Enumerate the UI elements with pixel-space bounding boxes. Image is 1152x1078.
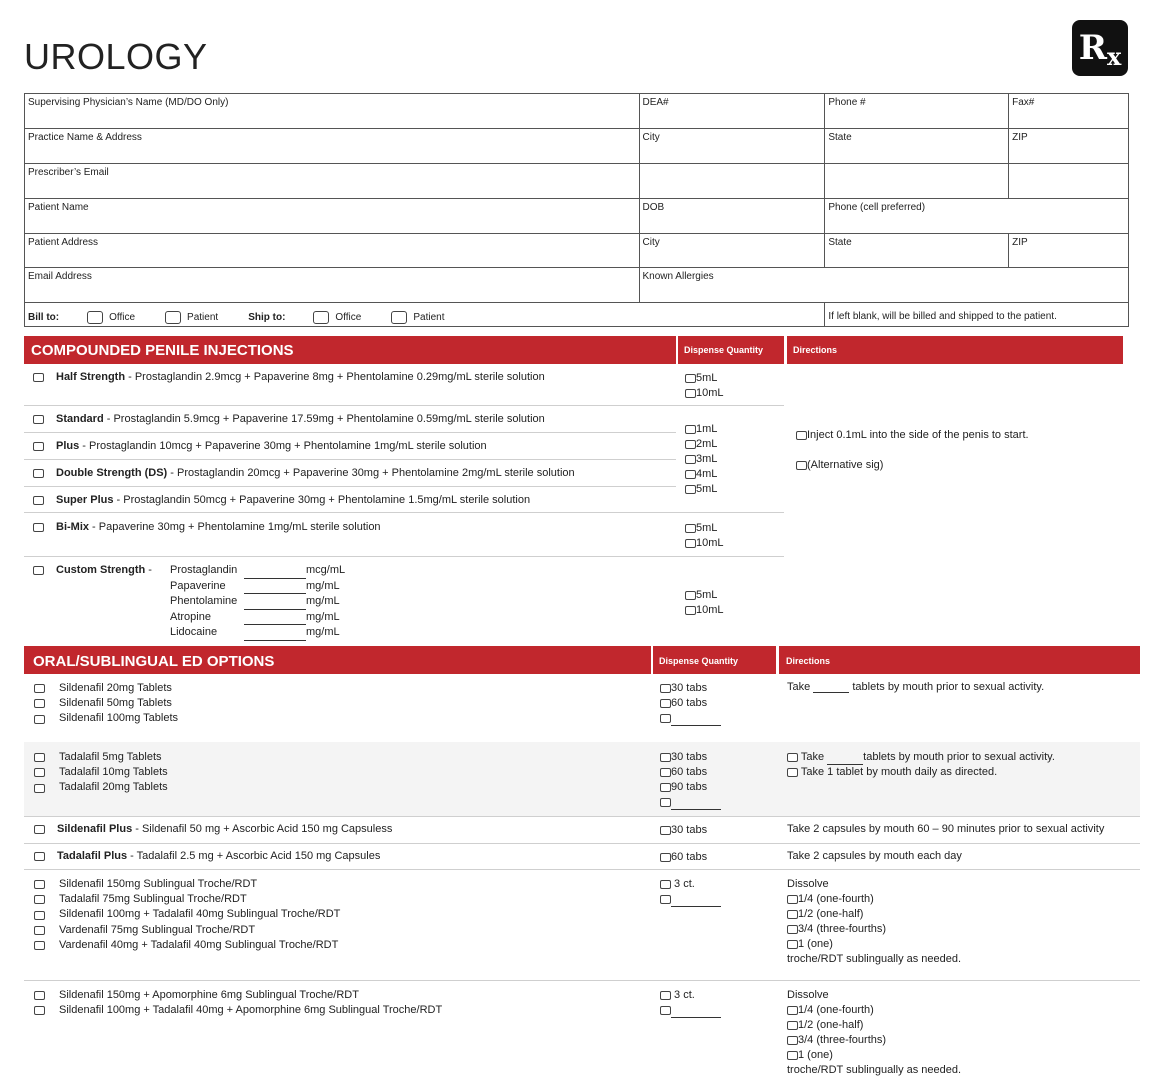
- dob-field[interactable]: DOB: [639, 199, 825, 234]
- qty-custom-checkbox[interactable]: [660, 1006, 671, 1015]
- item-label: Sildenafil 100mg + Tadalafil 40mg + Apomorphine 6mg Sublingual Troche/RDT: [59, 1004, 443, 1017]
- oral-dir-col-label: Directions: [786, 656, 831, 666]
- qty-custom-checkbox[interactable]: [660, 714, 671, 723]
- phentolamine-input[interactable]: [244, 594, 306, 610]
- qty-30-tabs-checkbox[interactable]: [660, 684, 671, 693]
- direction-text: Inject 0.1mL into the side of the penis to start.: [807, 429, 1029, 441]
- item-name: Plus: [56, 440, 80, 452]
- qty-custom-input[interactable]: [671, 895, 721, 907]
- custom-unit: mg/mL: [306, 579, 340, 592]
- practice-state-field[interactable]: State: [825, 129, 1009, 164]
- tadalafil-tablets-direction: [787, 750, 1055, 780]
- dose-label: 1/2 (one-half): [798, 908, 864, 920]
- direction-text: Take: [787, 681, 814, 693]
- sildenafil-plus-direction: Take 2 capsules by mouth 60 – 90 minutes prior to sexual activity: [787, 823, 1105, 835]
- ship-office-checkbox[interactable]: [313, 311, 329, 324]
- plus-checkbox[interactable]: [33, 442, 44, 451]
- direction-text: troche/RDT sublingually as needed.: [787, 953, 962, 965]
- troche-5-checkbox[interactable]: [34, 941, 45, 950]
- qty-label: 5mL: [696, 522, 718, 534]
- dose-one-checkbox[interactable]: [787, 940, 798, 949]
- qty-2ml-checkbox[interactable]: [685, 440, 696, 449]
- tadalafil-5-checkbox[interactable]: [34, 753, 45, 762]
- qty-label: 3 ct.: [671, 989, 695, 1001]
- bi-mix-checkbox[interactable]: [33, 523, 44, 532]
- qty-custom-input[interactable]: [671, 714, 721, 726]
- qty-label: 30 tabs: [671, 824, 708, 836]
- item-label: Vardenafil 75mg Sublingual Troche/RDT: [59, 923, 256, 936]
- apomorphine-qty: [660, 988, 721, 1018]
- item-desc: - Prostaglandin 50mcg + Papaverine 30mg + Phentolamine 1.5mg/mL sterile solution: [113, 494, 531, 506]
- qty-60-tabs-checkbox[interactable]: [660, 853, 671, 862]
- qty-90-tabs-checkbox[interactable]: [660, 783, 671, 792]
- item-desc: - Papaverine 30mg + Phentolamine 1mg/mL sterile solution: [89, 521, 381, 533]
- tadalafil-plus-qty: [660, 850, 707, 865]
- qty-label: 3 ct.: [671, 878, 695, 890]
- qty-30-tabs-checkbox[interactable]: [660, 826, 671, 835]
- item-name: Tadalafil Plus: [57, 850, 128, 862]
- apomorphine-directions: [787, 988, 961, 1078]
- tadalafil-20-checkbox[interactable]: [34, 784, 45, 793]
- patient-city-field[interactable]: City: [639, 234, 825, 268]
- penile-item-bi-mix: [33, 521, 381, 533]
- penile-item-super-plus: [33, 494, 530, 506]
- custom-strength-fields: [170, 563, 345, 641]
- item-name: Sildenafil Plus: [57, 823, 133, 835]
- qty-label: 90 tabs: [671, 781, 708, 793]
- dose-label: 1/2 (one-half): [798, 1019, 864, 1031]
- qty-5ml-checkbox[interactable]: [685, 591, 696, 600]
- custom-label: Phentolamine: [170, 595, 238, 607]
- penile-dir-col-label: Directions: [793, 345, 838, 355]
- direction-text: Take: [800, 751, 828, 763]
- ship-patient-label: Patient: [413, 312, 445, 323]
- qty-30-tabs-checkbox[interactable]: [660, 753, 671, 762]
- patient-state-field[interactable]: State: [825, 234, 1009, 268]
- qty-3ct-checkbox[interactable]: [660, 991, 671, 1000]
- tadalafil-plus-item: [34, 850, 380, 862]
- direction-text: troche/RDT sublingually as needed.: [787, 1064, 962, 1076]
- qty-5ml-checkbox[interactable]: [685, 374, 696, 383]
- qty-10ml-checkbox[interactable]: [685, 389, 696, 398]
- qty-label: 3mL: [696, 453, 718, 465]
- penile-item-half-strength: [33, 371, 545, 383]
- tadalafil-daily-checkbox[interactable]: [787, 768, 798, 777]
- item-name: Half Strength: [56, 371, 126, 383]
- troche-directions: [787, 877, 961, 967]
- bill-ship-options: [25, 303, 825, 327]
- oral-dir-header: [779, 646, 1140, 674]
- troche-4-checkbox[interactable]: [34, 926, 45, 935]
- dose-label: 3/4 (three-fourths): [798, 1034, 887, 1046]
- qty-custom-input[interactable]: [671, 1006, 721, 1018]
- phone-field[interactable]: Phone #: [825, 94, 1009, 129]
- bi-mix-qty: [685, 521, 724, 551]
- patient-zip-field[interactable]: ZIP: [1009, 234, 1129, 268]
- item-label: Sildenafil 150mg Sublingual Troche/RDT: [59, 878, 258, 890]
- half-strength-qty: [685, 371, 724, 401]
- qty-label: 1mL: [696, 423, 718, 435]
- tadalafil-prn-checkbox[interactable]: [787, 753, 798, 762]
- troche-group: [34, 877, 340, 953]
- item-label: Sildenafil 50mg Tablets: [59, 697, 172, 710]
- qty-label: 10mL: [696, 387, 724, 399]
- penile-item-standard: [33, 413, 545, 425]
- direction-text: tablets by mouth prior to sexual activity.: [863, 751, 1055, 763]
- custom-label: Papaverine: [170, 579, 226, 592]
- lidocaine-input[interactable]: [244, 625, 306, 641]
- qty-label: 30 tabs: [671, 682, 708, 694]
- qty-5ml-checkbox[interactable]: [685, 485, 696, 494]
- oral-section-header: [24, 646, 651, 674]
- dose-label: 1/4 (one-fourth): [798, 1004, 874, 1016]
- blank-cell[interactable]: [639, 164, 825, 199]
- dose-label: 1 (one): [798, 1049, 833, 1061]
- penile-item-double-strength: [33, 467, 575, 479]
- email-address-field[interactable]: Email Address: [25, 268, 640, 303]
- dose-fourth-checkbox[interactable]: [787, 1006, 798, 1015]
- tadalafil-plus-checkbox[interactable]: [34, 852, 45, 861]
- penile-qty-header: [678, 336, 784, 364]
- custom-unit: mcg/mL: [306, 564, 346, 576]
- sildenafil-tablets-qty: [660, 681, 721, 726]
- qty-label: 10mL: [696, 537, 724, 549]
- half-strength-checkbox[interactable]: [33, 373, 44, 382]
- direction-text: (Alternative sig): [807, 459, 884, 471]
- bill-to-label: Bill to:: [28, 312, 60, 323]
- qty-10ml-checkbox[interactable]: [685, 539, 696, 548]
- direction-text: Dissolve: [787, 878, 829, 890]
- dea-field[interactable]: DEA#: [639, 94, 825, 129]
- rx-logo: $R_x$: [1072, 20, 1128, 76]
- patient-address-field[interactable]: Patient Address: [25, 234, 640, 268]
- qty-1ml-checkbox[interactable]: [685, 425, 696, 434]
- qty-5ml-checkbox[interactable]: [685, 524, 696, 533]
- direction-text: Dissolve: [787, 989, 829, 1001]
- sildenafil-plus-item: [34, 823, 392, 835]
- item-name: Super Plus: [56, 494, 114, 506]
- bill-office-label: Office: [109, 312, 136, 323]
- direction-text: Take 1 tablet by mouth daily as directed.: [800, 766, 998, 778]
- prescriber-email-field[interactable]: Prescriber’s Email: [25, 164, 640, 199]
- prostaglandin-input[interactable]: [244, 563, 306, 579]
- standard-checkbox[interactable]: [33, 415, 44, 424]
- sildenafil-tablets-group: [34, 681, 178, 727]
- dose-label: 1 (one): [798, 938, 833, 950]
- practice-address-field[interactable]: Practice Name & Address: [25, 129, 640, 164]
- supervising-physician-field[interactable]: Supervising Physician’s Name (MD/DO Only): [25, 94, 640, 129]
- custom-strength-qty: [685, 588, 724, 618]
- dose-three-fourths-checkbox[interactable]: [787, 925, 798, 934]
- bill-patient-label: Patient: [187, 312, 219, 323]
- qty-label: 30 tabs: [671, 751, 708, 763]
- qty-label: 4mL: [696, 468, 718, 480]
- sildenafil-20-checkbox[interactable]: [34, 684, 45, 693]
- tadalafil-tablets-group: [34, 750, 168, 796]
- troche-2-checkbox[interactable]: [34, 895, 45, 904]
- practice-zip-field[interactable]: ZIP: [1009, 129, 1129, 164]
- qty-10ml-checkbox[interactable]: [685, 606, 696, 615]
- qty-label: 2mL: [696, 438, 718, 450]
- troche-3-checkbox[interactable]: [34, 911, 45, 920]
- tablet-count-input[interactable]: [827, 755, 863, 765]
- qty-4ml-checkbox[interactable]: [685, 470, 696, 479]
- troche-1-checkbox[interactable]: [34, 880, 45, 889]
- blank-cell[interactable]: [825, 164, 1009, 199]
- bill-patient-checkbox[interactable]: [165, 311, 181, 324]
- tadalafil-10-checkbox[interactable]: [34, 768, 45, 777]
- strength-group-qty: [685, 422, 717, 497]
- item-name: Custom Strength: [56, 564, 146, 576]
- custom-unit: mg/mL: [306, 626, 340, 638]
- troche-qty: [660, 877, 721, 907]
- penile-qty-col-label: Dispense Quantity: [684, 345, 764, 355]
- penile-heading: COMPOUNDED PENILE INJECTIONS: [31, 342, 294, 359]
- qty-3ml-checkbox[interactable]: [685, 455, 696, 464]
- custom-label: Prostaglandin: [170, 564, 238, 576]
- fax-field[interactable]: Fax#: [1009, 94, 1129, 129]
- patient-name-field[interactable]: Patient Name: [25, 199, 640, 234]
- qty-custom-checkbox[interactable]: [660, 895, 671, 904]
- qty-3ct-checkbox[interactable]: [660, 880, 671, 889]
- practice-city-field[interactable]: City: [639, 129, 825, 164]
- oral-heading: ORAL/SUBLINGUAL ED OPTIONS: [33, 653, 275, 670]
- qty-custom-checkbox[interactable]: [660, 798, 671, 807]
- oral-qty-col-label: Dispense Quantity: [659, 656, 739, 666]
- item-name: Double Strength (DS): [56, 467, 168, 479]
- dose-half-checkbox[interactable]: [787, 1021, 798, 1030]
- penile-directions: [796, 428, 1029, 473]
- tadalafil-tablets-qty: [660, 750, 721, 810]
- qty-60-tabs-checkbox[interactable]: [660, 768, 671, 777]
- sildenafil-100-checkbox[interactable]: [34, 715, 45, 724]
- item-label: Sildenafil 150mg + Apomorphine 6mg Sublingual Troche/RDT: [59, 989, 359, 1001]
- inject-direction-checkbox[interactable]: [796, 431, 807, 440]
- dose-one-checkbox[interactable]: [787, 1051, 798, 1060]
- penile-item-custom-strength: [33, 564, 152, 576]
- apomorphine-2-checkbox[interactable]: [34, 1006, 45, 1015]
- sildenafil-50-checkbox[interactable]: [34, 699, 45, 708]
- penile-dir-header: [787, 336, 1123, 364]
- item-label: Tadalafil 75mg Sublingual Troche/RDT: [59, 893, 247, 906]
- dose-label: 3/4 (three-fourths): [798, 923, 887, 935]
- dose-label: 1/4 (one-fourth): [798, 893, 874, 905]
- bill-office-checkbox[interactable]: [87, 311, 103, 324]
- item-desc: - Prostaglandin 2.9mcg + Papaverine 8mg + Phentolamine 0.29mg/mL sterile solution: [125, 371, 545, 383]
- qty-label: 5mL: [696, 589, 718, 601]
- qty-60-tabs-checkbox[interactable]: [660, 699, 671, 708]
- tablet-count-input[interactable]: [813, 683, 849, 693]
- item-label: Sildenafil 100mg + Tadalafil 40mg Sublingual Troche/RDT: [59, 908, 341, 921]
- sildenafil-plus-qty: [660, 823, 707, 838]
- qty-custom-input[interactable]: [671, 798, 721, 810]
- qty-label: 60 tabs: [671, 766, 708, 778]
- super-plus-checkbox[interactable]: [33, 496, 44, 505]
- billing-note: If left blank, will be billed and shipped to the patient.: [825, 303, 1129, 327]
- blank-cell[interactable]: [1009, 164, 1129, 199]
- item-label: Vardenafil 40mg + Tadalafil 40mg Sublingual Troche/RDT: [59, 938, 339, 951]
- item-label: Tadalafil 5mg Tablets: [59, 751, 162, 763]
- item-label: Sildenafil 100mg Tablets: [59, 712, 179, 725]
- page-title: UROLOGY: [24, 36, 208, 77]
- custom-strength-checkbox[interactable]: [33, 566, 44, 575]
- ship-to-label: Ship to:: [248, 312, 286, 323]
- prescriber-patient-form: [24, 93, 1129, 327]
- item-name: Standard: [56, 413, 104, 425]
- custom-unit: mg/mL: [306, 595, 340, 607]
- custom-label: Atropine: [170, 610, 211, 623]
- custom-unit: mg/mL: [306, 610, 340, 623]
- apomorphine-1-checkbox[interactable]: [34, 991, 45, 1000]
- direction-text: tablets by mouth prior to sexual activity.: [849, 681, 1045, 693]
- custom-label: Lidocaine: [170, 626, 218, 638]
- penile-section-header: [24, 336, 676, 364]
- tadalafil-plus-direction: Take 2 capsules by mouth each day: [787, 850, 962, 862]
- known-allergies-field[interactable]: Known Allergies: [639, 268, 1129, 303]
- alt-sig-checkbox[interactable]: [796, 461, 807, 470]
- ship-office-label: Office: [335, 312, 362, 323]
- item-label: Sildenafil 20mg Tablets: [59, 682, 172, 694]
- item-label: Tadalafil 20mg Tablets: [59, 781, 168, 794]
- oral-qty-header: [653, 646, 776, 674]
- item-label: Tadalafil 10mg Tablets: [59, 766, 168, 779]
- double-strength-checkbox[interactable]: [33, 469, 44, 478]
- atropine-input[interactable]: [244, 610, 306, 626]
- item-desc: - Tadalafil 2.5 mg + Ascorbic Acid 150 mg Capsules: [127, 850, 381, 862]
- dose-three-fourths-checkbox[interactable]: [787, 1036, 798, 1045]
- qty-label: 60 tabs: [671, 697, 708, 709]
- qty-label: 5mL: [696, 372, 718, 384]
- ship-patient-checkbox[interactable]: [391, 311, 407, 324]
- qty-label: 5mL: [696, 483, 718, 495]
- item-name: Bi-Mix: [56, 521, 89, 533]
- sildenafil-plus-checkbox[interactable]: [34, 825, 45, 834]
- item-desc: -: [145, 564, 152, 576]
- qty-label: 10mL: [696, 604, 724, 616]
- qty-label: 60 tabs: [671, 851, 708, 863]
- item-desc: - Prostaglandin 20mcg + Papaverine 30mg + Phentolamine 2mg/mL sterile solution: [167, 467, 575, 479]
- papaverine-input[interactable]: [244, 579, 306, 595]
- apomorphine-group: [34, 988, 442, 1018]
- item-desc: - Prostaglandin 10mcg + Papaverine 30mg + Phentolamine 1mg/mL sterile solution: [79, 440, 487, 452]
- patient-phone-field[interactable]: Phone (cell preferred): [825, 199, 1129, 234]
- penile-item-plus: [33, 440, 487, 452]
- item-desc: - Sildenafil 50 mg + Ascorbic Acid 150 mg Capsuless: [132, 823, 393, 835]
- dose-fourth-checkbox[interactable]: [787, 895, 798, 904]
- dose-half-checkbox[interactable]: [787, 910, 798, 919]
- sildenafil-tablets-direction: [787, 681, 1044, 693]
- item-desc: - Prostaglandin 5.9mcg + Papaverine 17.59mg + Phentolamine 0.59mg/mL sterile solution: [103, 413, 545, 425]
